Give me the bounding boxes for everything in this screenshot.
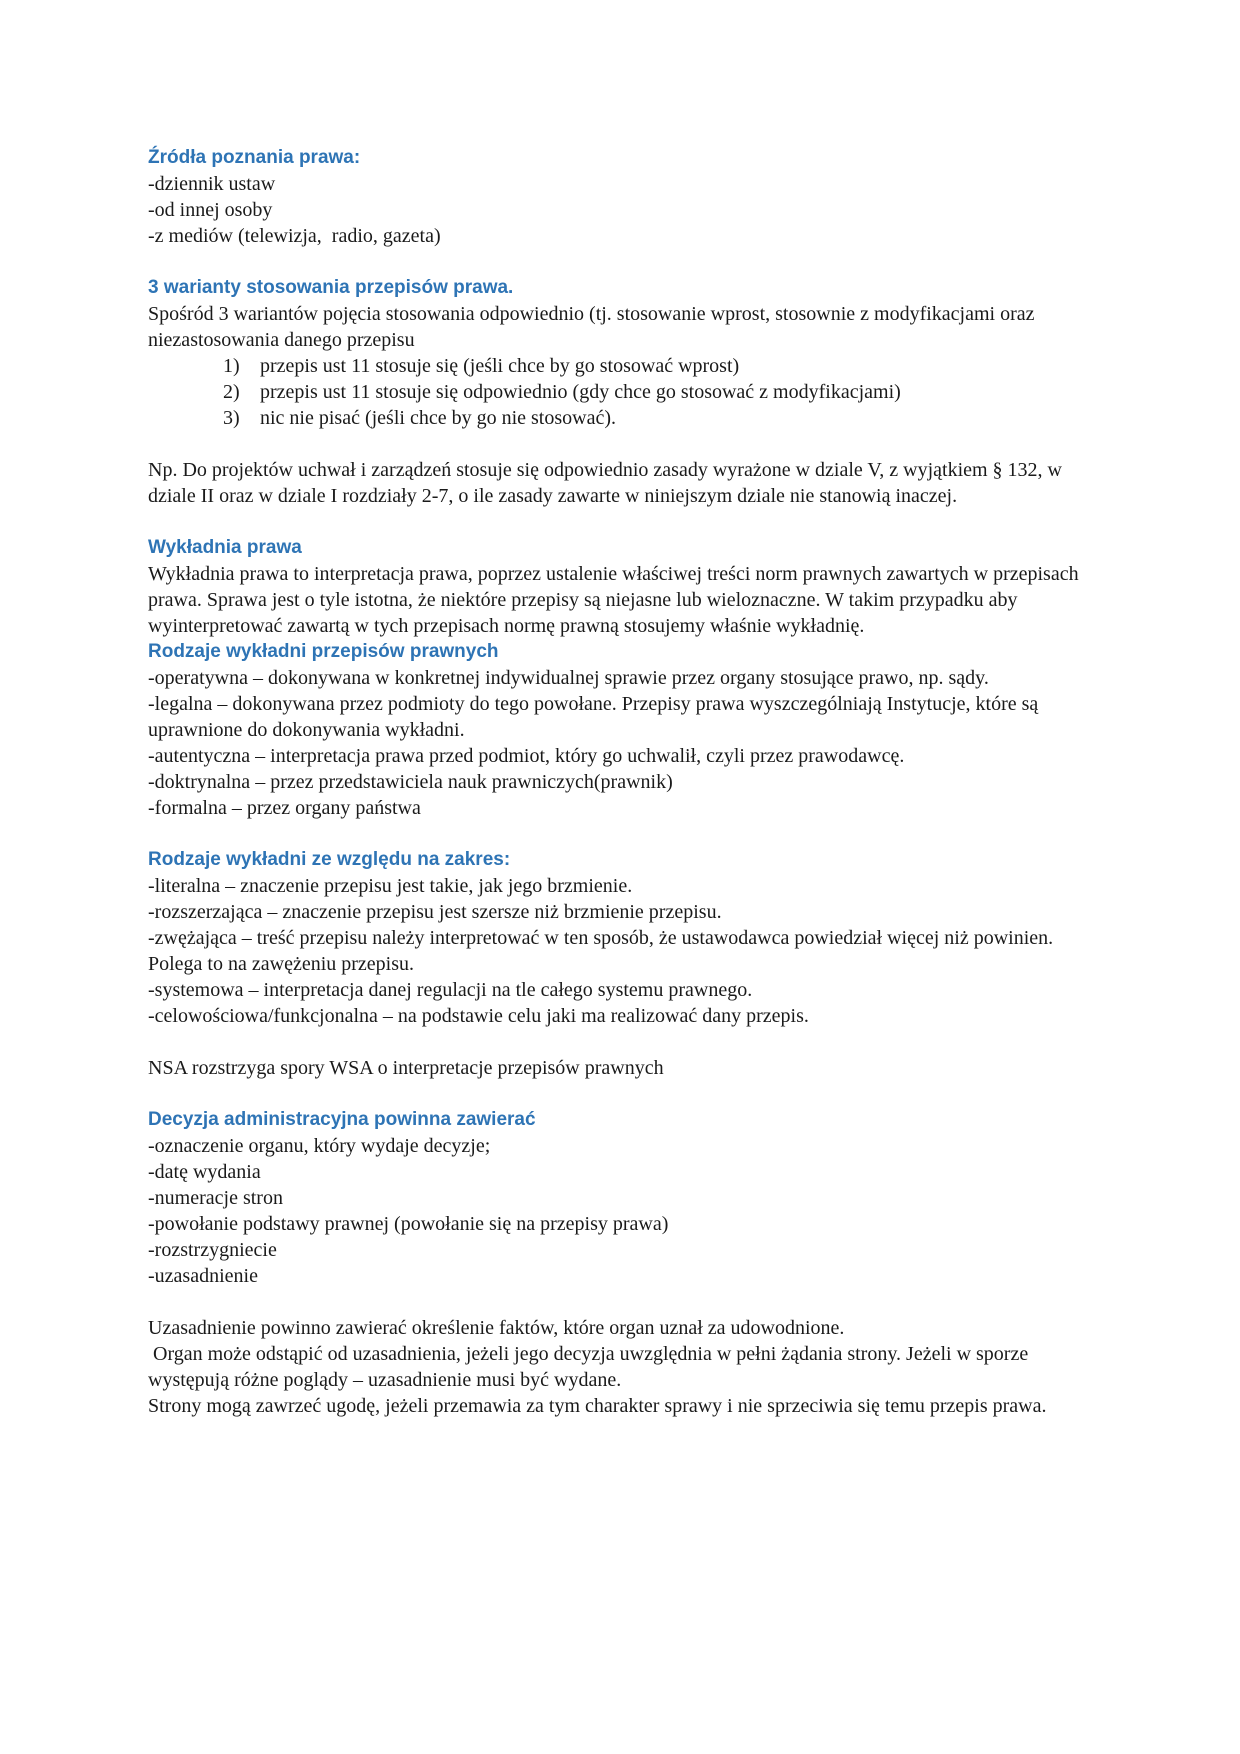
list-item — [223, 353, 1108, 379]
list-item: -autentyczna – interpretacja prawa przed podmiot, który go uchwalił, czyli przez prawodawcę. — [148, 745, 905, 767]
list-item: -z mediów (telewizja, radio, gazeta) — [148, 225, 441, 247]
list-item: -dziennik ustaw — [148, 173, 276, 195]
list-number: 1) — [223, 355, 240, 377]
list-item: -rozstrzygniecie — [148, 1239, 277, 1261]
list-item: -rozszerzająca – znaczenie przepisu jest szersze niż brzmienie przepisu. — [148, 901, 722, 923]
paragraph-uzasadnienie: Uzasadnienie powinno zawierać określenie faktów, które organ uznał za udowodnione. — [148, 1317, 845, 1339]
section-heading-zrodla: Źródła poznania prawa: — [148, 147, 361, 168]
list-item: -powołanie podstawy prawnej (powołanie się na przepisy prawa) — [148, 1213, 669, 1235]
list-item: -datę wydania — [148, 1161, 261, 1183]
numbered-list — [148, 353, 1108, 431]
list-item: -systemowa – interpretacja danej regulacji na tle całego systemu prawnego. — [148, 979, 753, 1001]
section-heading-zakres: Rodzaje wykładni ze względu na zakres: — [148, 849, 511, 870]
list-item: -literalna – znaczenie przepisu jest takie, jak jego brzmienie. — [148, 875, 633, 897]
list-item: -numeracje stron — [148, 1187, 283, 1209]
section-heading-warianty: 3 warianty stosowania przepisów prawa. — [148, 277, 514, 298]
paragraph-nsa: NSA rozstrzyga spory WSA o interpretacje przepisów prawnych — [148, 1057, 664, 1079]
list-item: -doktrynalna – przez przedstawiciela nauk prawniczych(prawnik) — [148, 771, 673, 793]
paragraph-organ: Organ może odstąpić od uzasadnienia, jeżeli jego decyzja uwzględnia w pełni żądania strony. Jeżeli w sporze występują różne poglądy – uzasadnienie musi być wydane. — [148, 1343, 1034, 1391]
list-number: 3) — [223, 407, 240, 429]
list-item-text: przepis ust 11 stosuje się odpowiednio (gdy chce go stosować z modyfikacjami) — [260, 381, 901, 403]
list-item: -celowościowa/funkcjonalna – na podstawie celu jaki ma realizować dany przepis. — [148, 1005, 809, 1027]
list-item: -od innej osoby — [148, 199, 273, 221]
list-item: -formalna – przez organy państwa — [148, 797, 421, 819]
list-item — [223, 405, 1108, 431]
paragraph-intro: Spośród 3 wariantów pojęcia stosowania odpowiednio (tj. stosowanie wprost, stosownie z modyfikacjami oraz niezastosowania danego przepisu — [148, 303, 1035, 351]
list-item-text: przepis ust 11 stosuje się (jeśli chce by go stosować wprost) — [260, 355, 740, 377]
list-item — [223, 379, 1108, 405]
paragraph-wykladnia: Wykładnia prawa to interpretacja prawa, poprzez ustalenie właściwej treści norm prawnych zawartych w przepisach prawa. Sprawa jest o tyle istotna, że niektóre przepisy są niejasne lub wieloznaczne. W takim przypadku aby wyinterpretować zawartą w tych przepisach normę prawną stosujemy właśnie wykładnię. — [148, 563, 1079, 637]
list-number: 2) — [223, 381, 240, 403]
list-item: -operatywna – dokonywana w konkretnej indywidualnej sprawie przez organy stosujące prawo, np. sądy. — [148, 667, 989, 689]
list-item-text: nic nie pisać (jeśli chce by go nie stosować). — [260, 407, 616, 429]
section-heading-wykladnia: Wykładnia prawa — [148, 537, 302, 558]
list-item: -zwężająca – treść przepisu należy interpretować w ten sposób, że ustawodawca powiedział więcej niż powinien. Polega to na zawężeniu przepisu. — [148, 927, 1054, 975]
section-heading-decyzja: Decyzja administracyjna powinna zawierać — [148, 1109, 536, 1130]
paragraph-example: Np. Do projektów uchwał i zarządzeń stosuje się odpowiednio zasady wyrażone w dziale V, z wyjątkiem § 132, w dziale II oraz w dziale I rozdziały 2-7, o ile zasady zawarte w niniejszym dziale nie stanowią inaczej. — [148, 459, 1063, 507]
section-heading-rodzaje: Rodzaje wykładni przepisów prawnych — [148, 641, 499, 662]
paragraph-ugoda: Strony mogą zawrzeć ugodę, jeżeli przemawia za tym charakter sprawy i nie sprzeciwia się temu przepis prawa. — [148, 1395, 1047, 1417]
list-item: -uzasadnienie — [148, 1265, 258, 1287]
list-item: -oznaczenie organu, który wydaje decyzje; — [148, 1135, 491, 1157]
document-page — [148, 145, 1108, 1419]
list-item: -legalna – dokonywana przez podmioty do tego powołane. Przepisy prawa wyszczególniają Instytucje, które są uprawnione do dokonywania wykładni. — [148, 693, 1039, 741]
